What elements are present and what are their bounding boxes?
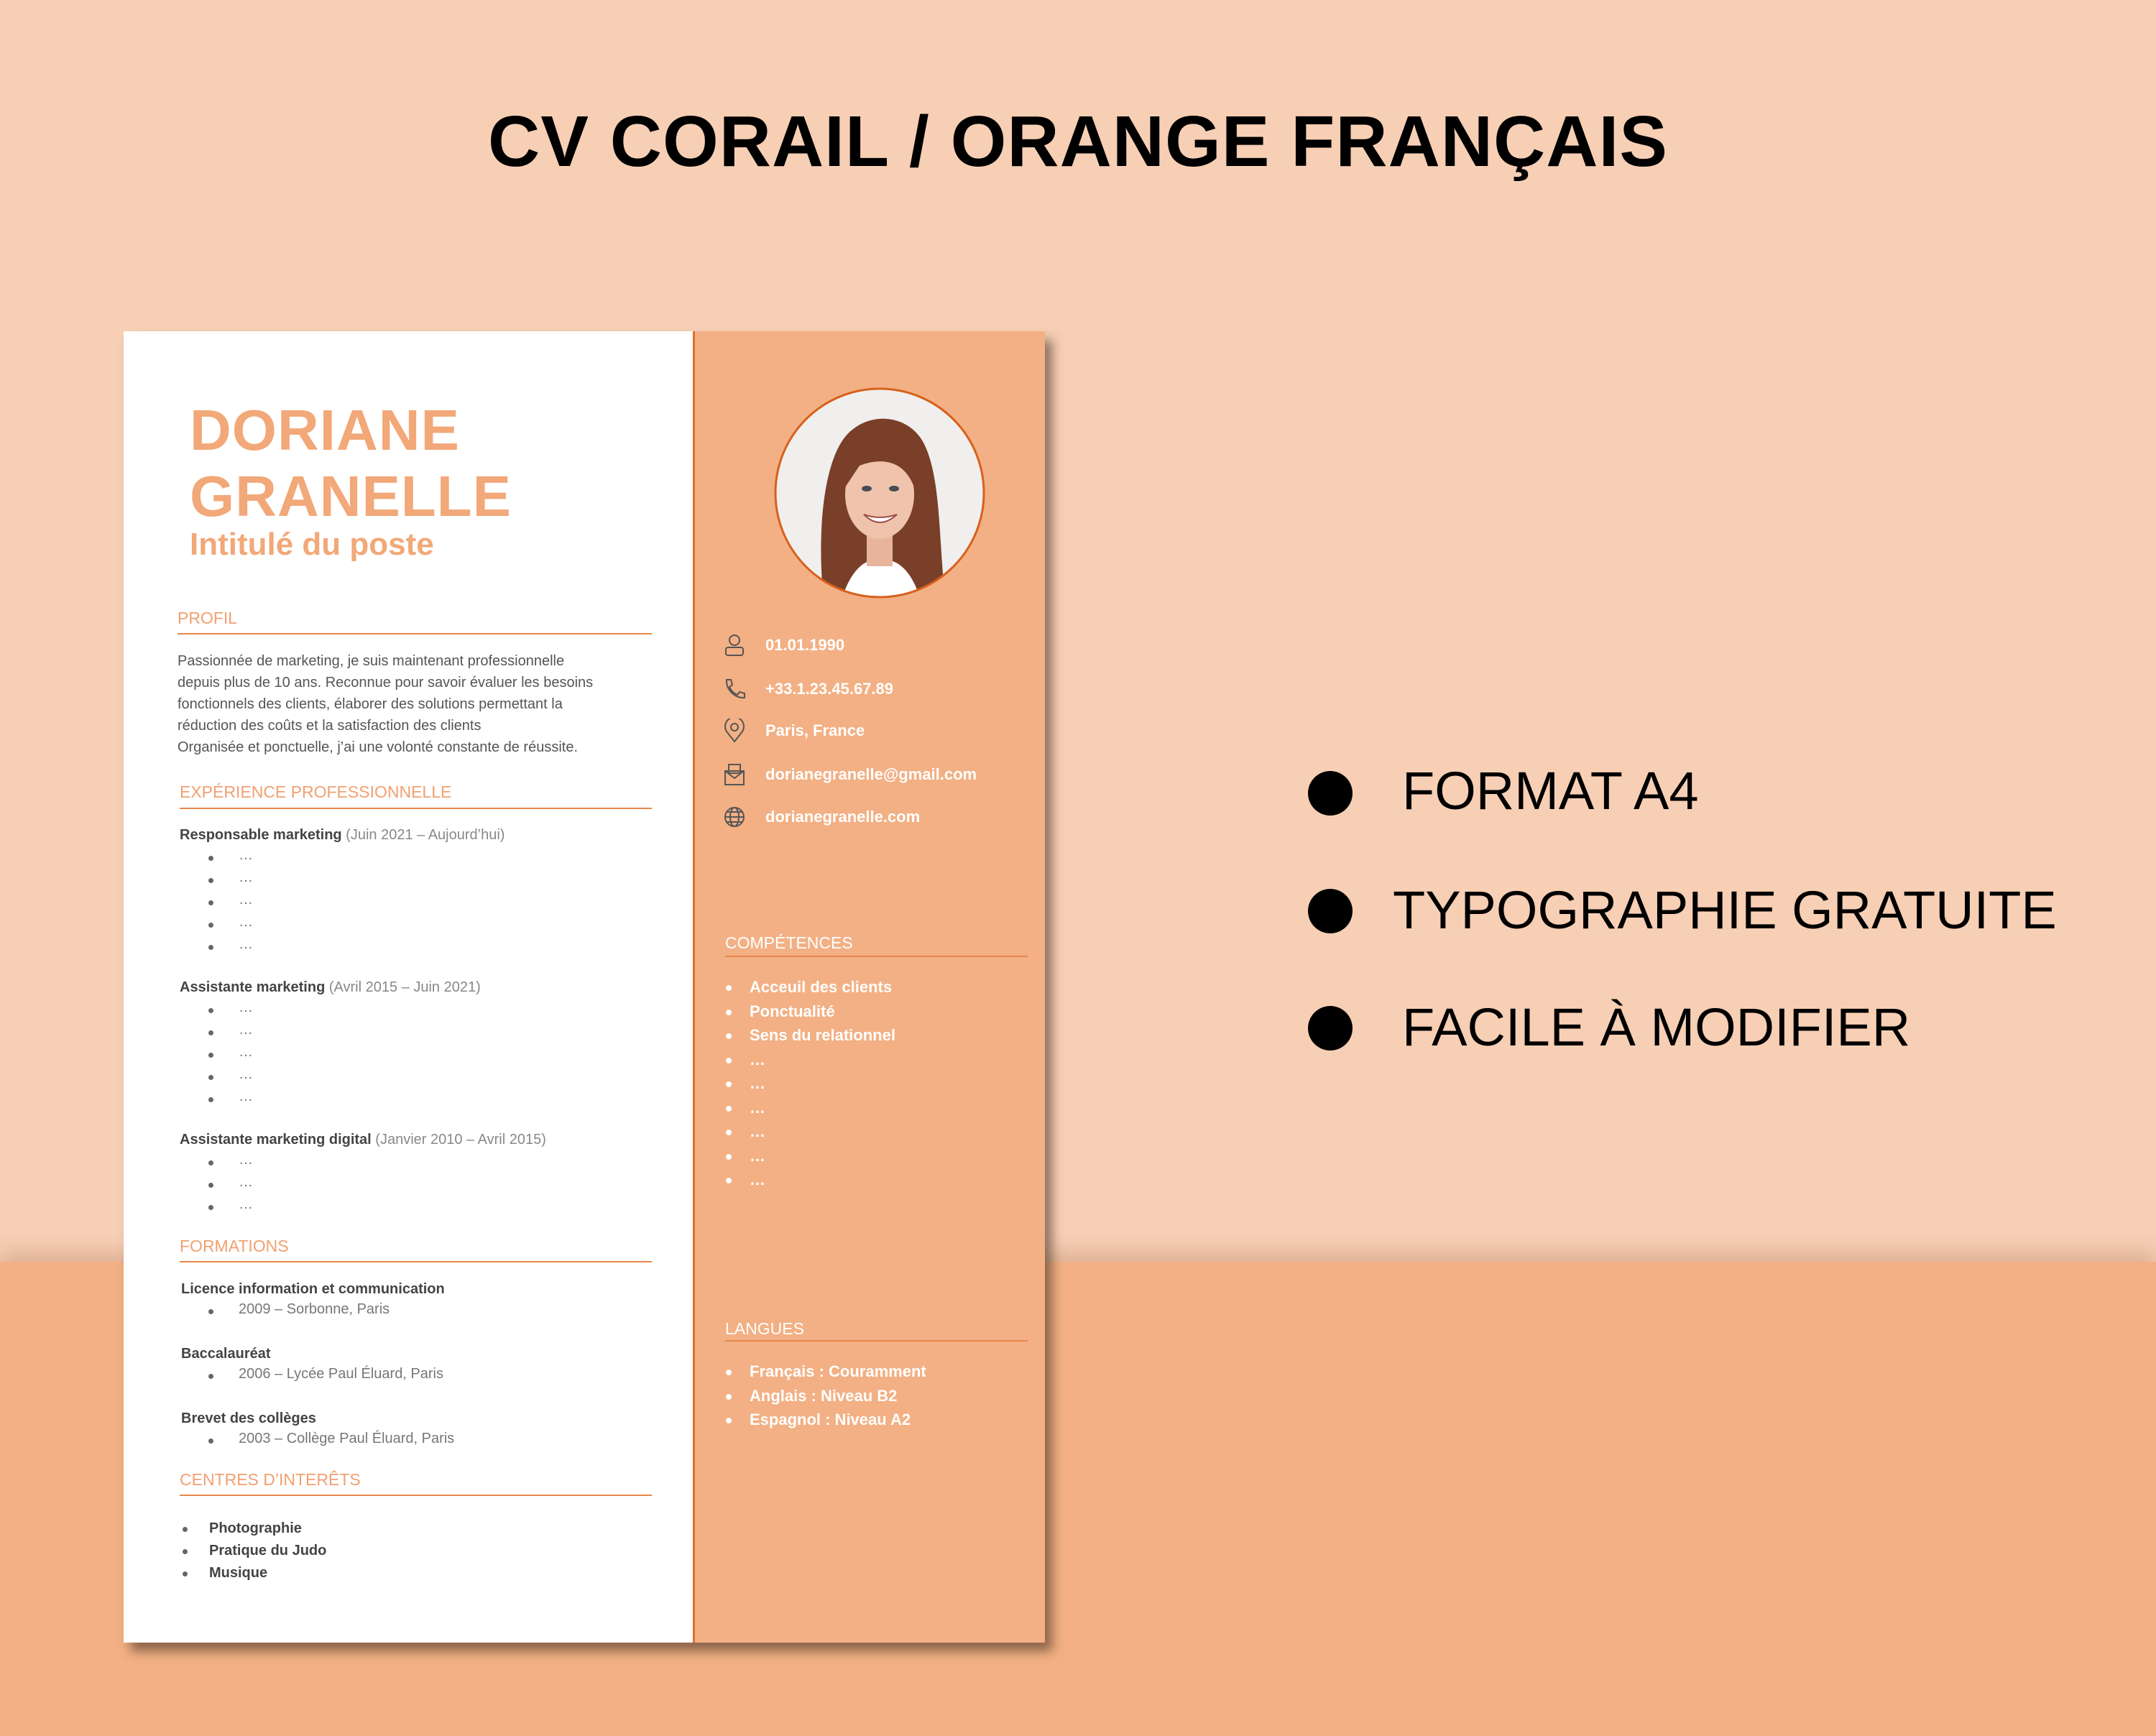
bullet-icon — [726, 1058, 732, 1063]
bullet-icon — [208, 1097, 213, 1102]
job-entry — [180, 1132, 546, 1148]
skill-item: … — [750, 1171, 765, 1188]
bullet-icon — [726, 1394, 732, 1400]
education-detail: 2006 – Lycée Paul Éluard, Paris — [239, 1366, 443, 1382]
phone: +33.1.23.45.67.89 — [765, 680, 893, 698]
job-bullet: … — [239, 1152, 253, 1168]
bullet-icon — [208, 900, 213, 905]
sidebar-column — [693, 331, 1045, 1643]
location: Paris, France — [765, 721, 865, 739]
skill-item: … — [750, 1146, 765, 1165]
bullet-icon — [183, 1549, 188, 1554]
bullet-icon — [208, 1439, 213, 1444]
skill-item: Ponctualité — [750, 1002, 835, 1020]
bullet-icon — [208, 1075, 213, 1080]
bullet-icon — [726, 1154, 732, 1160]
job-entry — [180, 979, 481, 996]
bullet-icon — [726, 1033, 732, 1039]
bullet-icon — [726, 1418, 732, 1423]
interest-item: Pratique du Judo — [209, 1543, 327, 1559]
interests-heading: CENTRES D’INTERÊTS — [180, 1470, 361, 1489]
job-title-text: Assistante marketing digital — [180, 1132, 372, 1148]
divider — [180, 1261, 652, 1262]
job-bullet: … — [239, 847, 253, 863]
education-detail: 2009 – Sorbonne, Paris — [239, 1301, 390, 1317]
divider — [725, 956, 1028, 957]
job-bullet: … — [239, 1022, 253, 1038]
bullet-icon — [726, 1370, 732, 1375]
profile-line: Passionnée de marketing, je suis maintenant professionnelle — [178, 653, 565, 669]
bullet-icon — [208, 923, 213, 928]
divider — [178, 633, 652, 634]
bullet-icon — [726, 1010, 732, 1015]
experience-heading: EXPÉRIENCE PROFESSIONNELLE — [180, 782, 452, 801]
job-bullet: … — [239, 999, 253, 1015]
skill-item: … — [750, 1098, 765, 1117]
job-dates: (Janvier 2010 – Avril 2015) — [371, 1132, 546, 1148]
last-name: GRANELLE — [190, 464, 512, 528]
bullet-icon — [208, 1008, 213, 1013]
divider — [180, 1495, 652, 1496]
job-dates: (Juin 2021 – Aujourd’hui) — [341, 827, 505, 843]
skill-item: Sens du relationnel — [750, 1026, 895, 1044]
interest-item: Musique — [209, 1565, 268, 1581]
bullet-icon — [726, 985, 732, 991]
feature-format: FORMAT A4 — [1402, 761, 1699, 821]
bullet-icon — [726, 1130, 732, 1135]
birthdate: 01.01.1990 — [765, 636, 845, 654]
bullet-icon — [726, 1178, 732, 1183]
bullet-icon — [208, 1053, 213, 1058]
language-item: Français : Couramment — [750, 1362, 926, 1380]
bullet-icon — [1308, 1006, 1353, 1051]
bullet-icon — [208, 878, 213, 883]
interest-item: Photographie — [209, 1520, 302, 1536]
profile-text — [178, 650, 666, 758]
education-detail: 2003 – Collège Paul Éluard, Paris — [239, 1431, 455, 1446]
job-title-text: Responsable marketing — [180, 827, 342, 843]
bullet-icon — [183, 1571, 188, 1576]
language-item: Espagnol : Niveau A2 — [750, 1410, 911, 1428]
education-heading: FORMATIONS — [180, 1237, 289, 1255]
bullet-icon — [208, 945, 213, 950]
bullet-icon — [208, 1183, 213, 1188]
location-pin-icon — [722, 719, 747, 743]
profile-line: depuis plus de 10 ans. Reconnue pour savoir évaluer les besoins — [178, 675, 594, 691]
job-bullet: … — [239, 914, 253, 930]
page-title: CV CORAIL / ORANGE FRANÇAIS — [488, 101, 1668, 182]
skill-item: … — [750, 1050, 765, 1068]
job-dates: (Avril 2015 – Juin 2021) — [325, 979, 481, 995]
job-bullet: … — [239, 1196, 253, 1212]
globe-icon — [722, 805, 747, 829]
feature-typography: TYPOGRAPHIE GRATUITE — [1393, 880, 2057, 940]
profile-heading: PROFIL — [178, 609, 238, 627]
skill-item: … — [750, 1074, 765, 1092]
skills-heading: COMPÉTENCES — [725, 933, 853, 952]
bullet-icon — [1308, 771, 1353, 816]
bullet-icon — [208, 1309, 213, 1314]
profile-photo — [773, 387, 986, 599]
job-bullet: … — [239, 1089, 253, 1104]
divider — [180, 808, 652, 809]
job-title: Intitulé du poste — [190, 527, 434, 562]
job-bullet: … — [239, 936, 253, 952]
job-bullet: … — [239, 869, 253, 885]
email-link[interactable]: dorianegranelle@gmail.com — [765, 765, 977, 783]
skill-item: … — [750, 1122, 765, 1140]
language-item: Anglais : Niveau B2 — [750, 1386, 898, 1405]
website-link[interactable]: dorianegranelle.com — [765, 808, 921, 826]
bullet-icon — [183, 1527, 188, 1532]
person-icon — [722, 633, 747, 657]
divider — [725, 1340, 1028, 1342]
bullet-icon — [208, 856, 213, 861]
profile-line: réduction des coûts et la satisfaction des clients — [178, 718, 482, 734]
languages-heading: LANGUES — [725, 1319, 804, 1338]
email-icon — [722, 762, 747, 787]
job-bullet: … — [239, 1044, 253, 1060]
skill-item: Acceuil des clients — [750, 978, 893, 996]
job-bullet: … — [239, 1066, 253, 1082]
bullet-icon — [208, 1160, 213, 1165]
profile-line: Organisée et ponctuelle, j’ai une volonté constante de réussite. — [178, 739, 579, 755]
job-bullet: … — [239, 892, 253, 908]
profile-line: fonctionnels des clients, élaborer des solutions permettant la — [178, 696, 563, 712]
bullet-icon — [208, 1030, 213, 1035]
bullet-icon — [726, 1081, 732, 1087]
education-degree: Baccalauréat — [181, 1346, 271, 1362]
education-degree: Brevet des collèges — [181, 1410, 316, 1426]
bullet-icon — [726, 1106, 732, 1112]
job-title-text: Assistante marketing — [180, 979, 326, 995]
job-bullet: … — [239, 1174, 253, 1190]
bullet-icon — [208, 1205, 213, 1210]
cv-document — [124, 331, 1045, 1643]
phone-icon — [722, 677, 747, 701]
first-name: DORIANE — [190, 398, 460, 462]
education-degree: Licence information et communication — [181, 1281, 445, 1297]
job-entry — [180, 827, 505, 844]
feature-editable: FACILE À MODIFIER — [1402, 997, 1911, 1057]
bullet-icon — [208, 1374, 213, 1379]
bullet-icon — [1308, 889, 1353, 933]
